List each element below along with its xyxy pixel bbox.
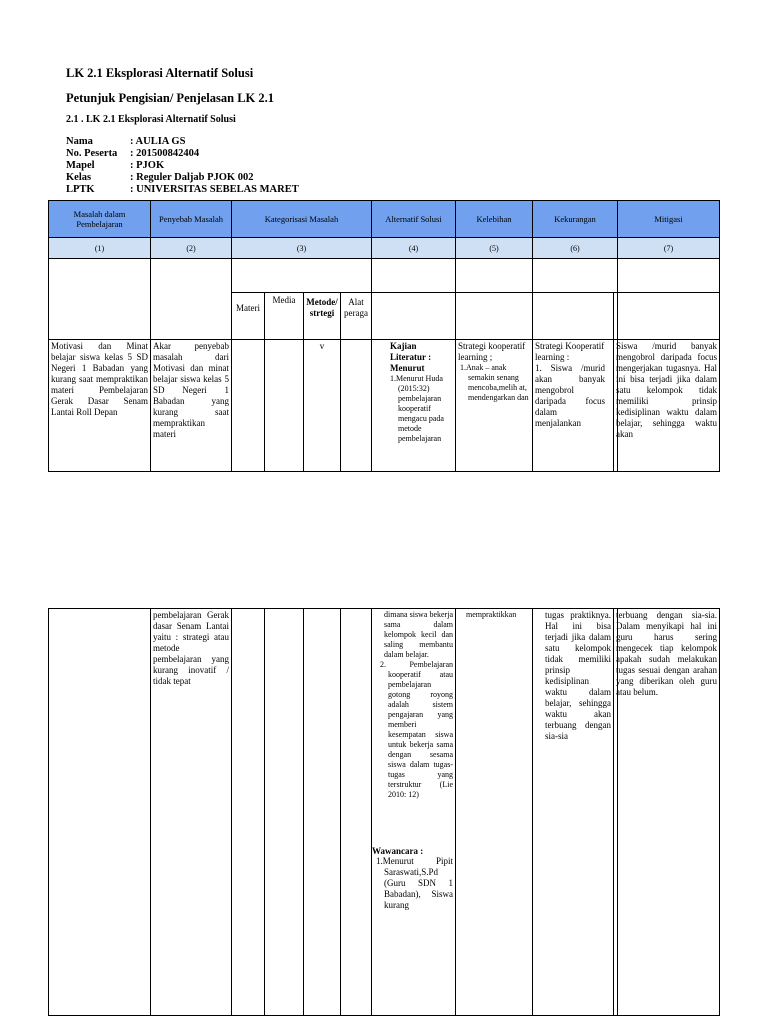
masalah-cell-cont [48, 608, 151, 1016]
column-number: (7) [617, 237, 720, 259]
identity-label: LPTK [66, 184, 95, 195]
identity-block [66, 136, 299, 196]
identity-label: Nama [66, 136, 93, 147]
metode-check-cell [303, 339, 341, 472]
identity-value: : Reguler Daljab PJOK 002 [130, 172, 254, 183]
materi-cell-cont [231, 608, 265, 1016]
kekurangan-cell-cont [532, 608, 618, 1016]
solusi-continuation: dimana siswa bekerja sama dalam kelompok kecil dan saling membantu dalam belajar. [384, 610, 453, 659]
mitigasi-cell-cont: terbuang dengan sia-sia. Dalam menyikapi hal ini guru harus sering mengecek tiap kelompok apakah sudah melakukan tugas sesuai dengan arahan yang diberikan oleh guru atau belum. [613, 608, 720, 1016]
kekurangan-cell [532, 339, 618, 472]
subcategory-metode: Metode/ strtegi [303, 292, 341, 340]
column-number: (1) [48, 237, 151, 259]
materi-cell [231, 339, 265, 472]
empty-cell [532, 258, 618, 293]
empty-cell [532, 292, 618, 340]
column-number: (5) [455, 237, 533, 259]
media-cell [264, 339, 304, 472]
subcategory-alat-peraga: Alat peraga [340, 292, 372, 340]
column-number: (2) [150, 237, 232, 259]
empty-cell [613, 292, 720, 340]
header-penyebab: Penyebab Masalah [150, 200, 232, 238]
kelebihan-cell-cont: mempraktikkan [455, 608, 533, 1016]
header-alternatif-solusi: Alternatif Solusi [371, 200, 456, 238]
header-kelebihan: Kelebihan [455, 200, 533, 238]
document-title: LK 2.1 Eksplorasi Alternatif Solusi [66, 66, 254, 80]
solusi-item-2: 2. Pembelajaran kooperatif atau pembelajaran gotong royong adalah sistem pengajaran yang memberi kesempatan siswa untuk bekerja sama dengan sesama siswa dalam tugas-tugas yang terstruktur (Lie 2010: 12) [380, 660, 453, 799]
empty-cell [48, 258, 151, 340]
subcategory-media: Media [264, 292, 304, 340]
alternatif-solusi-cell [371, 339, 456, 472]
empty-cell [231, 258, 372, 293]
instructions-heading: Petunjuk Pengisian/ Penjelasan LK 2.1 [66, 91, 275, 105]
identity-value: : PJOK [130, 160, 165, 171]
identity-label: No. Peserta [66, 148, 118, 159]
alat-peraga-cell-cont [340, 608, 372, 1016]
kelebihan-item: 1.Anak – anak semakin senang mencoba,melih at, mendengarkan dan [460, 363, 529, 402]
header-mitigasi: Mitigasi [617, 200, 720, 238]
empty-cell [455, 292, 533, 340]
empty-cell [455, 258, 533, 293]
identity-value: : 201500842404 [130, 148, 200, 159]
kekurangan-item: 1. Siswa /murid akan banyak mengobrol daripada focus dalam menjalankan [535, 363, 605, 428]
empty-cell [371, 258, 456, 293]
solusi-item: 1.Menurut Huda (2015:32) pembelajaran kooperatif mengacu pada metode pembelajaran [390, 374, 444, 443]
kelebihan-intro: Strategi kooperatif learning ; [458, 341, 526, 362]
alat-peraga-cell [340, 339, 372, 472]
section-heading: 2.1 . LK 2.1 Eksplorasi Alternatif Solusi [66, 114, 236, 125]
column-number: (3) [231, 237, 372, 259]
header-kategorisasi: Kategorisasi Masalah [231, 200, 372, 238]
identity-value: : UNIVERSITAS SEBELAS MARET [130, 184, 299, 195]
empty-cell [150, 258, 232, 340]
solusi-heading: Kajian Literatur : Menurut [390, 341, 432, 373]
empty-cell [617, 258, 720, 293]
metode-cell-cont [303, 608, 341, 1016]
identity-value: : AULIA GS [130, 136, 186, 147]
header-masalah: Masalah dalam Pembelajaran [48, 200, 151, 238]
column-number: (6) [532, 237, 618, 259]
masalah-cell: Motivasi dan Minat belajar siswa kelas 5 SD Negeri 1 Babadan yang kurang saat mempraktikan materi Pembelajaran Gerak Dasar Senam Lantai Roll Depan [48, 339, 151, 472]
wawancara-item: 1.Menurut Pipit Saraswati,S.Pd (Guru SDN 1 Babadan), Siswa kurang [376, 856, 453, 910]
identity-label: Kelas [66, 172, 92, 183]
subcategory-materi: Materi [231, 292, 265, 340]
penyebab-cell-cont: pembelajaran Gerak dasar Senam Lantai yaitu : strategi atau metode pembelajaran yang kurang inovatif / tidak tepat [150, 608, 232, 1016]
check-mark: v [319, 341, 325, 351]
penyebab-cell: Akar penyebab masalah dari Motivasi dan minat belajar siswa kelas 5 SD Negeri 1 Babadan yang kurang saat mempraktikan materi [150, 339, 232, 472]
wawancara-heading: Wawancara : [372, 846, 424, 856]
kekurangan-continuation: tugas praktiknya. Hal ini bisa terjadi jika dalam satu kelompok tidak memiliki prinsip kedisiplinan waktu dalam belajar, sehingga waktu akan terbuang dengan sia-sia [545, 610, 611, 741]
column-number: (4) [371, 237, 456, 259]
mitigasi-cell: Siswa /murid banyak mengobrol daripada focus mengerjakan tugasnya. Hal ini bisa terjadi jika dalam satu kelompok tidak memiliki prinsip kedisiplinan waktu dalam belajar, sehingga waktu akan [613, 339, 720, 472]
kelebihan-cell [455, 339, 533, 472]
alternatif-solusi-cell-cont [371, 608, 456, 1016]
identity-label: Mapel [66, 160, 95, 171]
kekurangan-intro: Strategi Kooperatif learning : [535, 341, 605, 362]
empty-cell [371, 292, 456, 340]
media-cell-cont [264, 608, 304, 1016]
header-kekurangan: Kekurangan [532, 200, 618, 238]
